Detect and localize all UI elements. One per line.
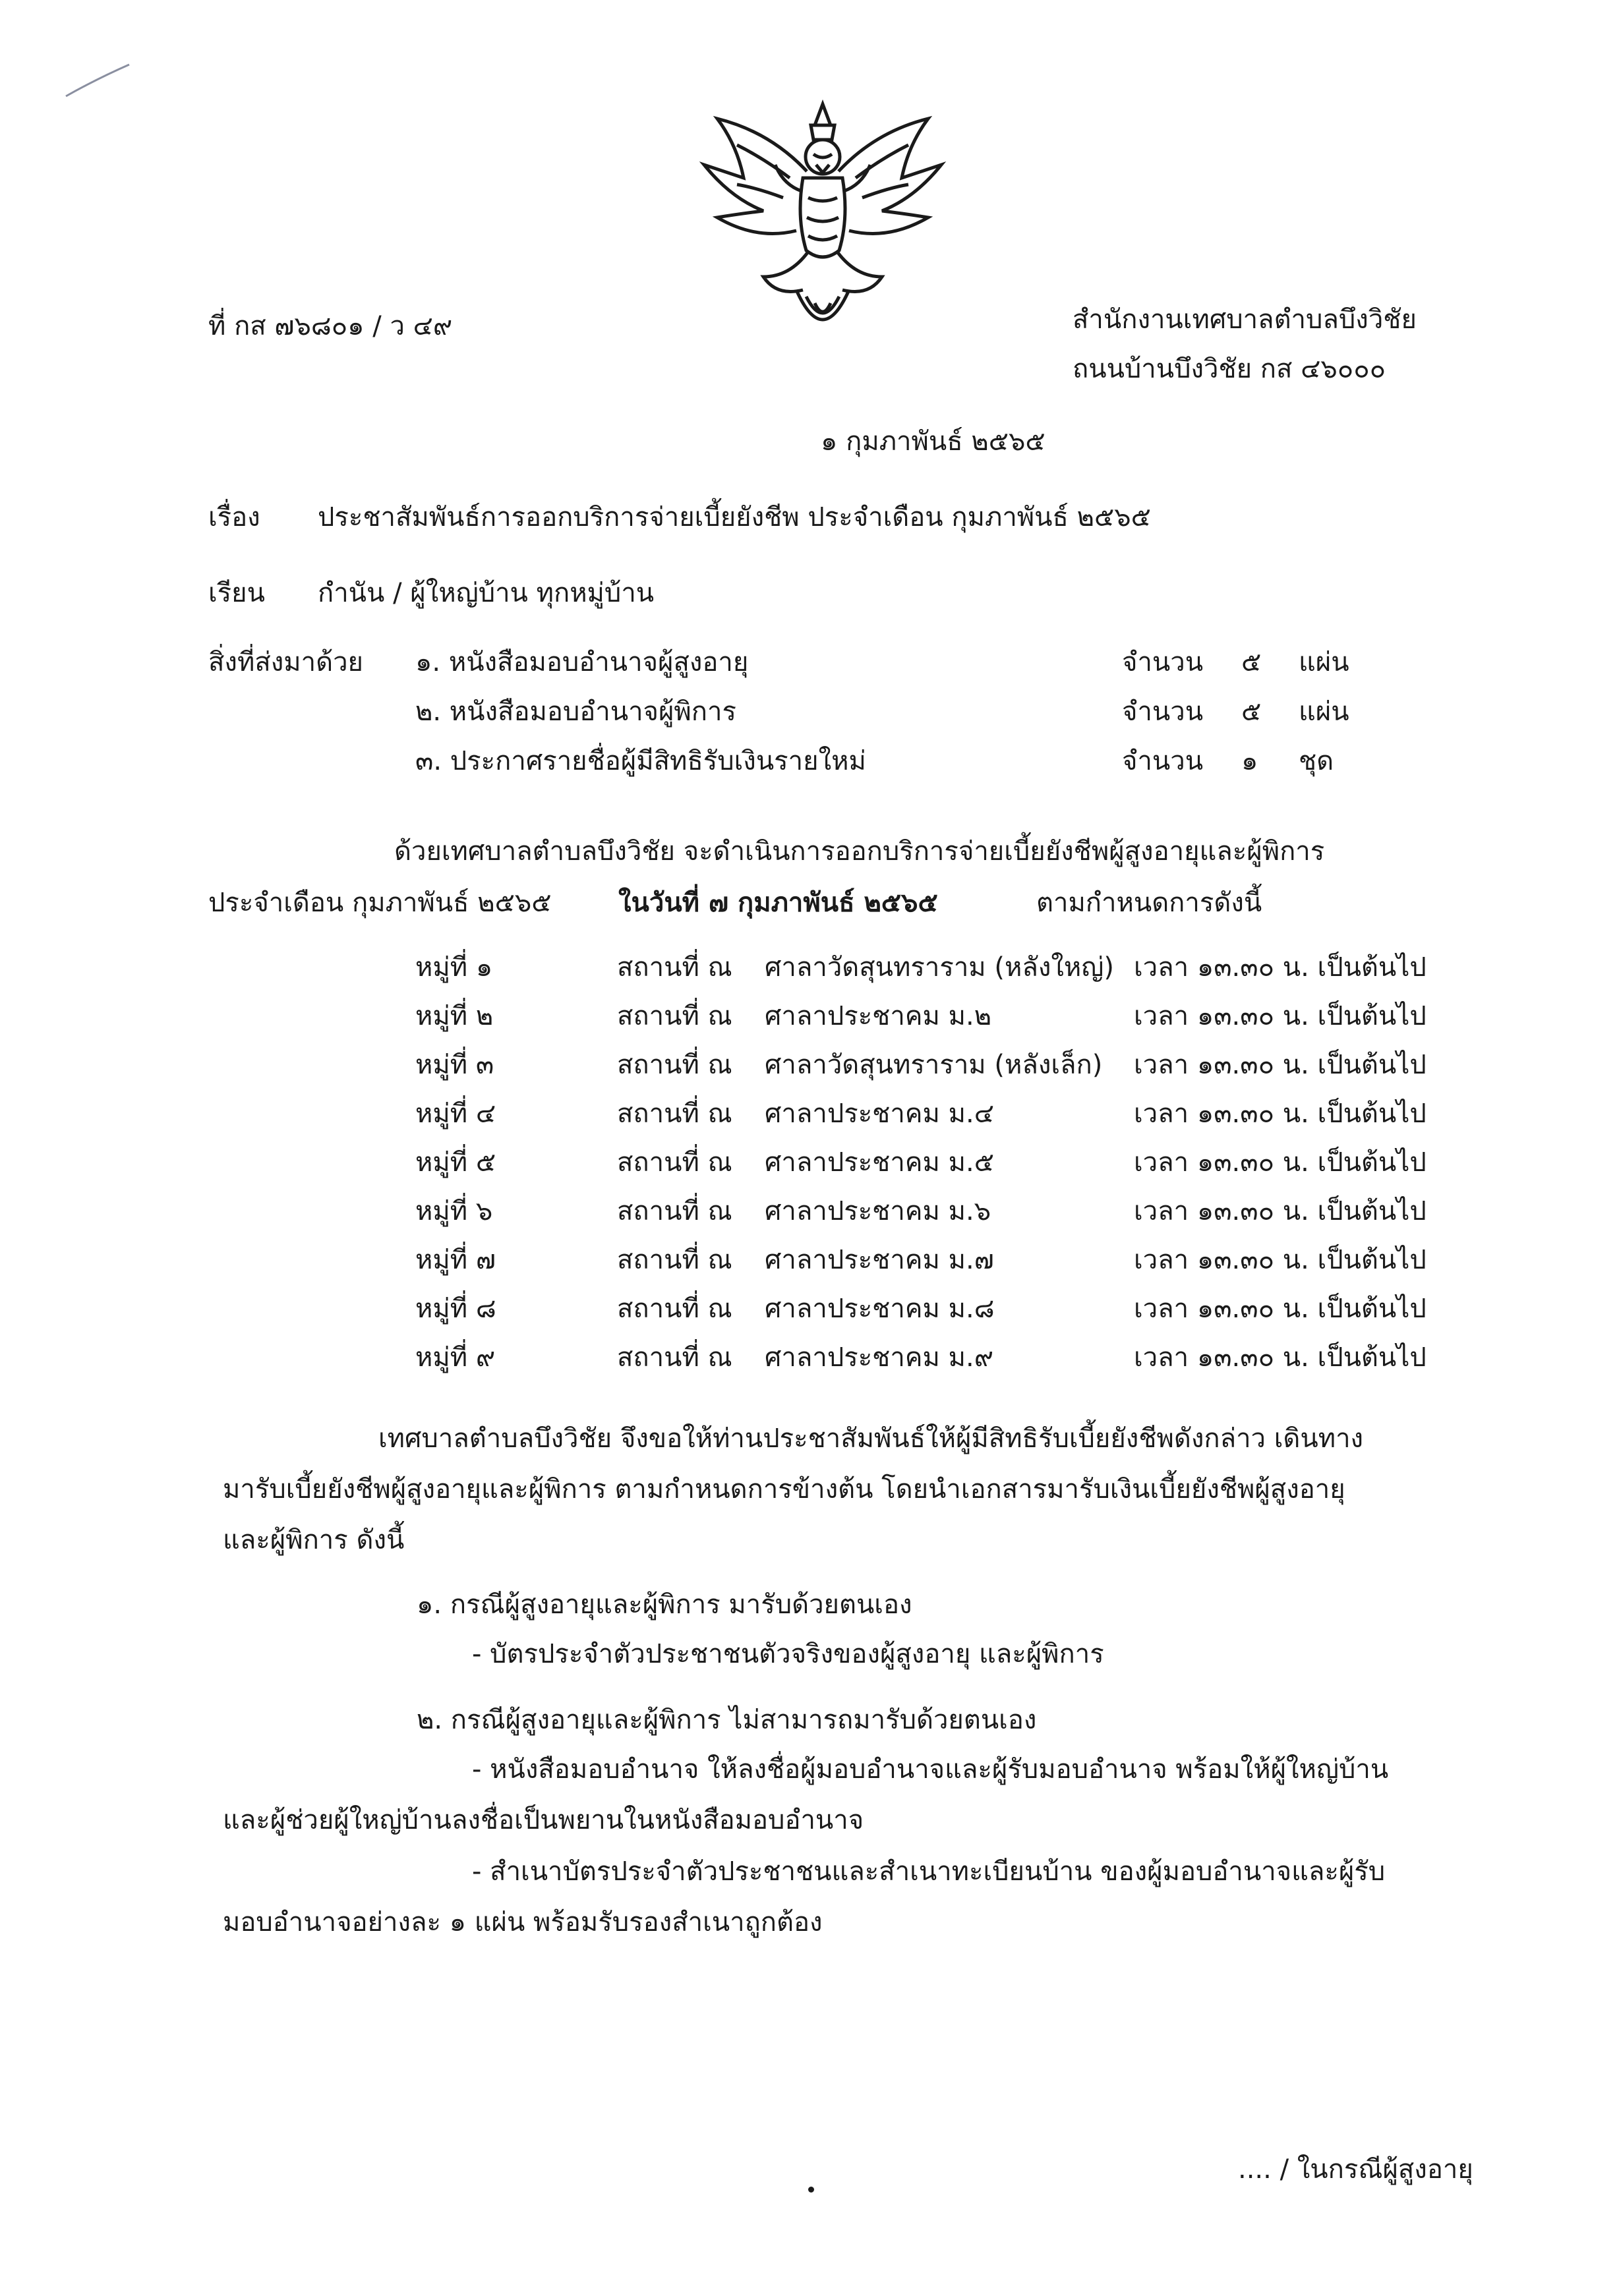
schedule-place-label: สถานที่ ณ [617, 1245, 732, 1275]
enclosure-unit: แผ่น [1299, 647, 1349, 677]
schedule-place: ศาลาประชาคม ม.๖ [765, 1196, 991, 1226]
schedule-time: เวลา ๑๓.๓๐ น. เป็นต้นไป [1134, 1147, 1427, 1178]
schedule-time: เวลา ๑๓.๓๐ น. เป็นต้นไป [1134, 1294, 1427, 1324]
schedule-place-label: สถานที่ ณ [617, 1196, 732, 1226]
schedule-village: หมู่ที่ ๔ [415, 1099, 496, 1129]
recipient-label: เรียน [208, 578, 265, 608]
pen-mark [63, 61, 132, 100]
case-item-continued: และผู้ช่วยผู้ใหญ่บ้านลงชื่อเป็นพยานในหนังสือมอบอำนาจ [223, 1805, 864, 1835]
schedule-village: หมู่ที่ ๕ [415, 1147, 496, 1178]
office-name: สำนักงานเทศบาลตำบลบึงวิชัย [1073, 304, 1417, 335]
schedule-village: หมู่ที่ ๙ [415, 1342, 496, 1373]
enclosure-qty: ๑ [1241, 746, 1258, 776]
schedule-village: หมู่ที่ ๒ [415, 1001, 494, 1031]
body-paragraph-line: และผู้พิการ ดังนี้ [223, 1525, 405, 1555]
schedule-place: ศาลาประชาคม ม.๘ [765, 1294, 995, 1324]
enclosure-qty: ๕ [1241, 647, 1262, 677]
page-mark-dot [808, 2187, 814, 2193]
schedule-place-label: สถานที่ ณ [617, 952, 732, 983]
case-item: - หนังสือมอบอำนาจ ให้ลงชื่อผู้มอบอำนาจและผู้รับมอบอำนาจ พร้อมให้ผู้ใหญ่บ้าน [472, 1754, 1389, 1785]
enclosure-item: ๑. หนังสือมอบอำนาจผู้สูงอายุ [415, 647, 749, 677]
intro-line-date: ในวันที่ ๗ กุมภาพันธ์ ๒๕๖๕ [618, 888, 938, 918]
body-paragraph-line: มารับเบี้ยยังชีพผู้สูงอายุและผู้พิการ ตามกำหนดการข้างต้น โดยนำเอกสารมารับเงินเบี้ยยังชีพผู้สูงอายุ [223, 1474, 1345, 1505]
intro-line-schedule: ตามกำหนดการดังนี้ [1036, 888, 1262, 918]
schedule-place: ศาลาประชาคม ม.๕ [765, 1147, 994, 1178]
schedule-village: หมู่ที่ ๗ [415, 1245, 496, 1275]
schedule-time: เวลา ๑๓.๓๐ น. เป็นต้นไป [1134, 952, 1427, 983]
schedule-place-label: สถานที่ ณ [617, 1147, 732, 1178]
schedule-village: หมู่ที่ ๑ [415, 952, 493, 983]
schedule-time: เวลา ๑๓.๓๐ น. เป็นต้นไป [1134, 1342, 1427, 1373]
schedule-place-label: สถานที่ ณ [617, 1099, 732, 1129]
enclosure-qty-label: จำนวน [1122, 746, 1204, 776]
schedule-place: ศาลาวัดสุนทราราม (หลังเล็ก) [765, 1050, 1103, 1080]
garuda-emblem [691, 99, 955, 349]
schedule-place: ศาลาวัดสุนทราราม (หลังใหญ่) [765, 952, 1114, 983]
schedule-village: หมู่ที่ ๘ [415, 1294, 496, 1324]
schedule-time: เวลา ๑๓.๓๐ น. เป็นต้นไป [1134, 1196, 1427, 1226]
recipient-text: กำนัน / ผู้ใหญ่บ้าน ทุกหมู่บ้าน [318, 578, 655, 608]
subject-text: ประชาสัมพันธ์การออกบริการจ่ายเบี้ยยังชีพ ประจำเดือน กุมภาพันธ์ ๒๕๖๕ [318, 502, 1151, 532]
schedule-place-label: สถานที่ ณ [617, 1342, 732, 1373]
enclosure-qty-label: จำนวน [1122, 697, 1204, 727]
enclosure-item: ๒. หนังสือมอบอำนาจผู้พิการ [415, 697, 736, 727]
enclosure-unit: แผ่น [1299, 697, 1349, 727]
enclosure-qty-label: จำนวน [1122, 647, 1204, 677]
continued-note: .... / ในกรณีผู้สูงอายุ [1238, 2154, 1473, 2185]
intro-line-month: ประจำเดือน กุมภาพันธ์ ๒๕๖๕ [208, 888, 552, 918]
schedule-place-label: สถานที่ ณ [617, 1294, 732, 1324]
office-address: ถนนบ้านบึงวิชัย กส ๔๖๐๐๐ [1073, 354, 1386, 384]
schedule-place-label: สถานที่ ณ [617, 1050, 732, 1080]
letter-date: ๑ กุมภาพันธ์ ๒๕๖๕ [821, 426, 1045, 457]
case-item: - สำเนาบัตรประจำตัวประชาชนและสำเนาทะเบียนบ้าน ของผู้มอบอำนาจและผู้รับ [472, 1856, 1386, 1887]
enclosure-qty: ๕ [1241, 697, 1262, 727]
schedule-time: เวลา ๑๓.๓๐ น. เป็นต้นไป [1134, 1099, 1427, 1129]
schedule-place: ศาลาประชาคม ม.๒ [765, 1001, 992, 1031]
schedule-village: หมู่ที่ ๖ [415, 1196, 493, 1226]
schedule-village: หมู่ที่ ๓ [415, 1050, 494, 1080]
subject-label: เรื่อง [208, 502, 260, 532]
enclosure-label: สิ่งที่ส่งมาด้วย [208, 647, 363, 677]
schedule-place: ศาลาประชาคม ม.๙ [765, 1342, 994, 1373]
enclosure-item: ๓. ประกาศรายชื่อผู้มีสิทธิรับเงินรายใหม่ [415, 746, 866, 776]
case-title: ๑. กรณีผู้สูงอายุและผู้พิการ มารับด้วยตนเอง [417, 1590, 912, 1620]
schedule-place: ศาลาประชาคม ม.๗ [765, 1245, 994, 1275]
schedule-time: เวลา ๑๓.๓๐ น. เป็นต้นไป [1134, 1245, 1427, 1275]
case-item: - บัตรประจำตัวประชาชนตัวจริงของผู้สูงอายุ และผู้พิการ [472, 1639, 1104, 1669]
enclosure-unit: ชุด [1299, 746, 1334, 776]
schedule-time: เวลา ๑๓.๓๐ น. เป็นต้นไป [1134, 1050, 1427, 1080]
schedule-time: เวลา ๑๓.๓๐ น. เป็นต้นไป [1134, 1001, 1427, 1031]
body-paragraph-line: เทศบาลตำบลบึงวิชัย จึงขอให้ท่านประชาสัมพันธ์ให้ผู้มีสิทธิรับเบี้ยยังชีพดังกล่าว เดินทาง [378, 1423, 1364, 1454]
reference-number: ที่ กส ๗๖๘๐๑ / ว ๔๙ [208, 311, 453, 341]
case-title: ๒. กรณีผู้สูงอายุและผู้พิการ ไม่สามารถมารับด้วยตนเอง [417, 1705, 1037, 1735]
intro-line: ด้วยเทศบาลตำบลบึงวิชัย จะดำเนินการออกบริการจ่ายเบี้ยยังชีพผู้สูงอายุและผู้พิการ [394, 836, 1325, 867]
case-item-continued: มอบอำนาจอย่างละ ๑ แผ่น พร้อมรับรองสำเนาถูกต้อง [223, 1907, 823, 1937]
schedule-place-label: สถานที่ ณ [617, 1001, 732, 1031]
schedule-place: ศาลาประชาคม ม.๔ [765, 1099, 994, 1129]
